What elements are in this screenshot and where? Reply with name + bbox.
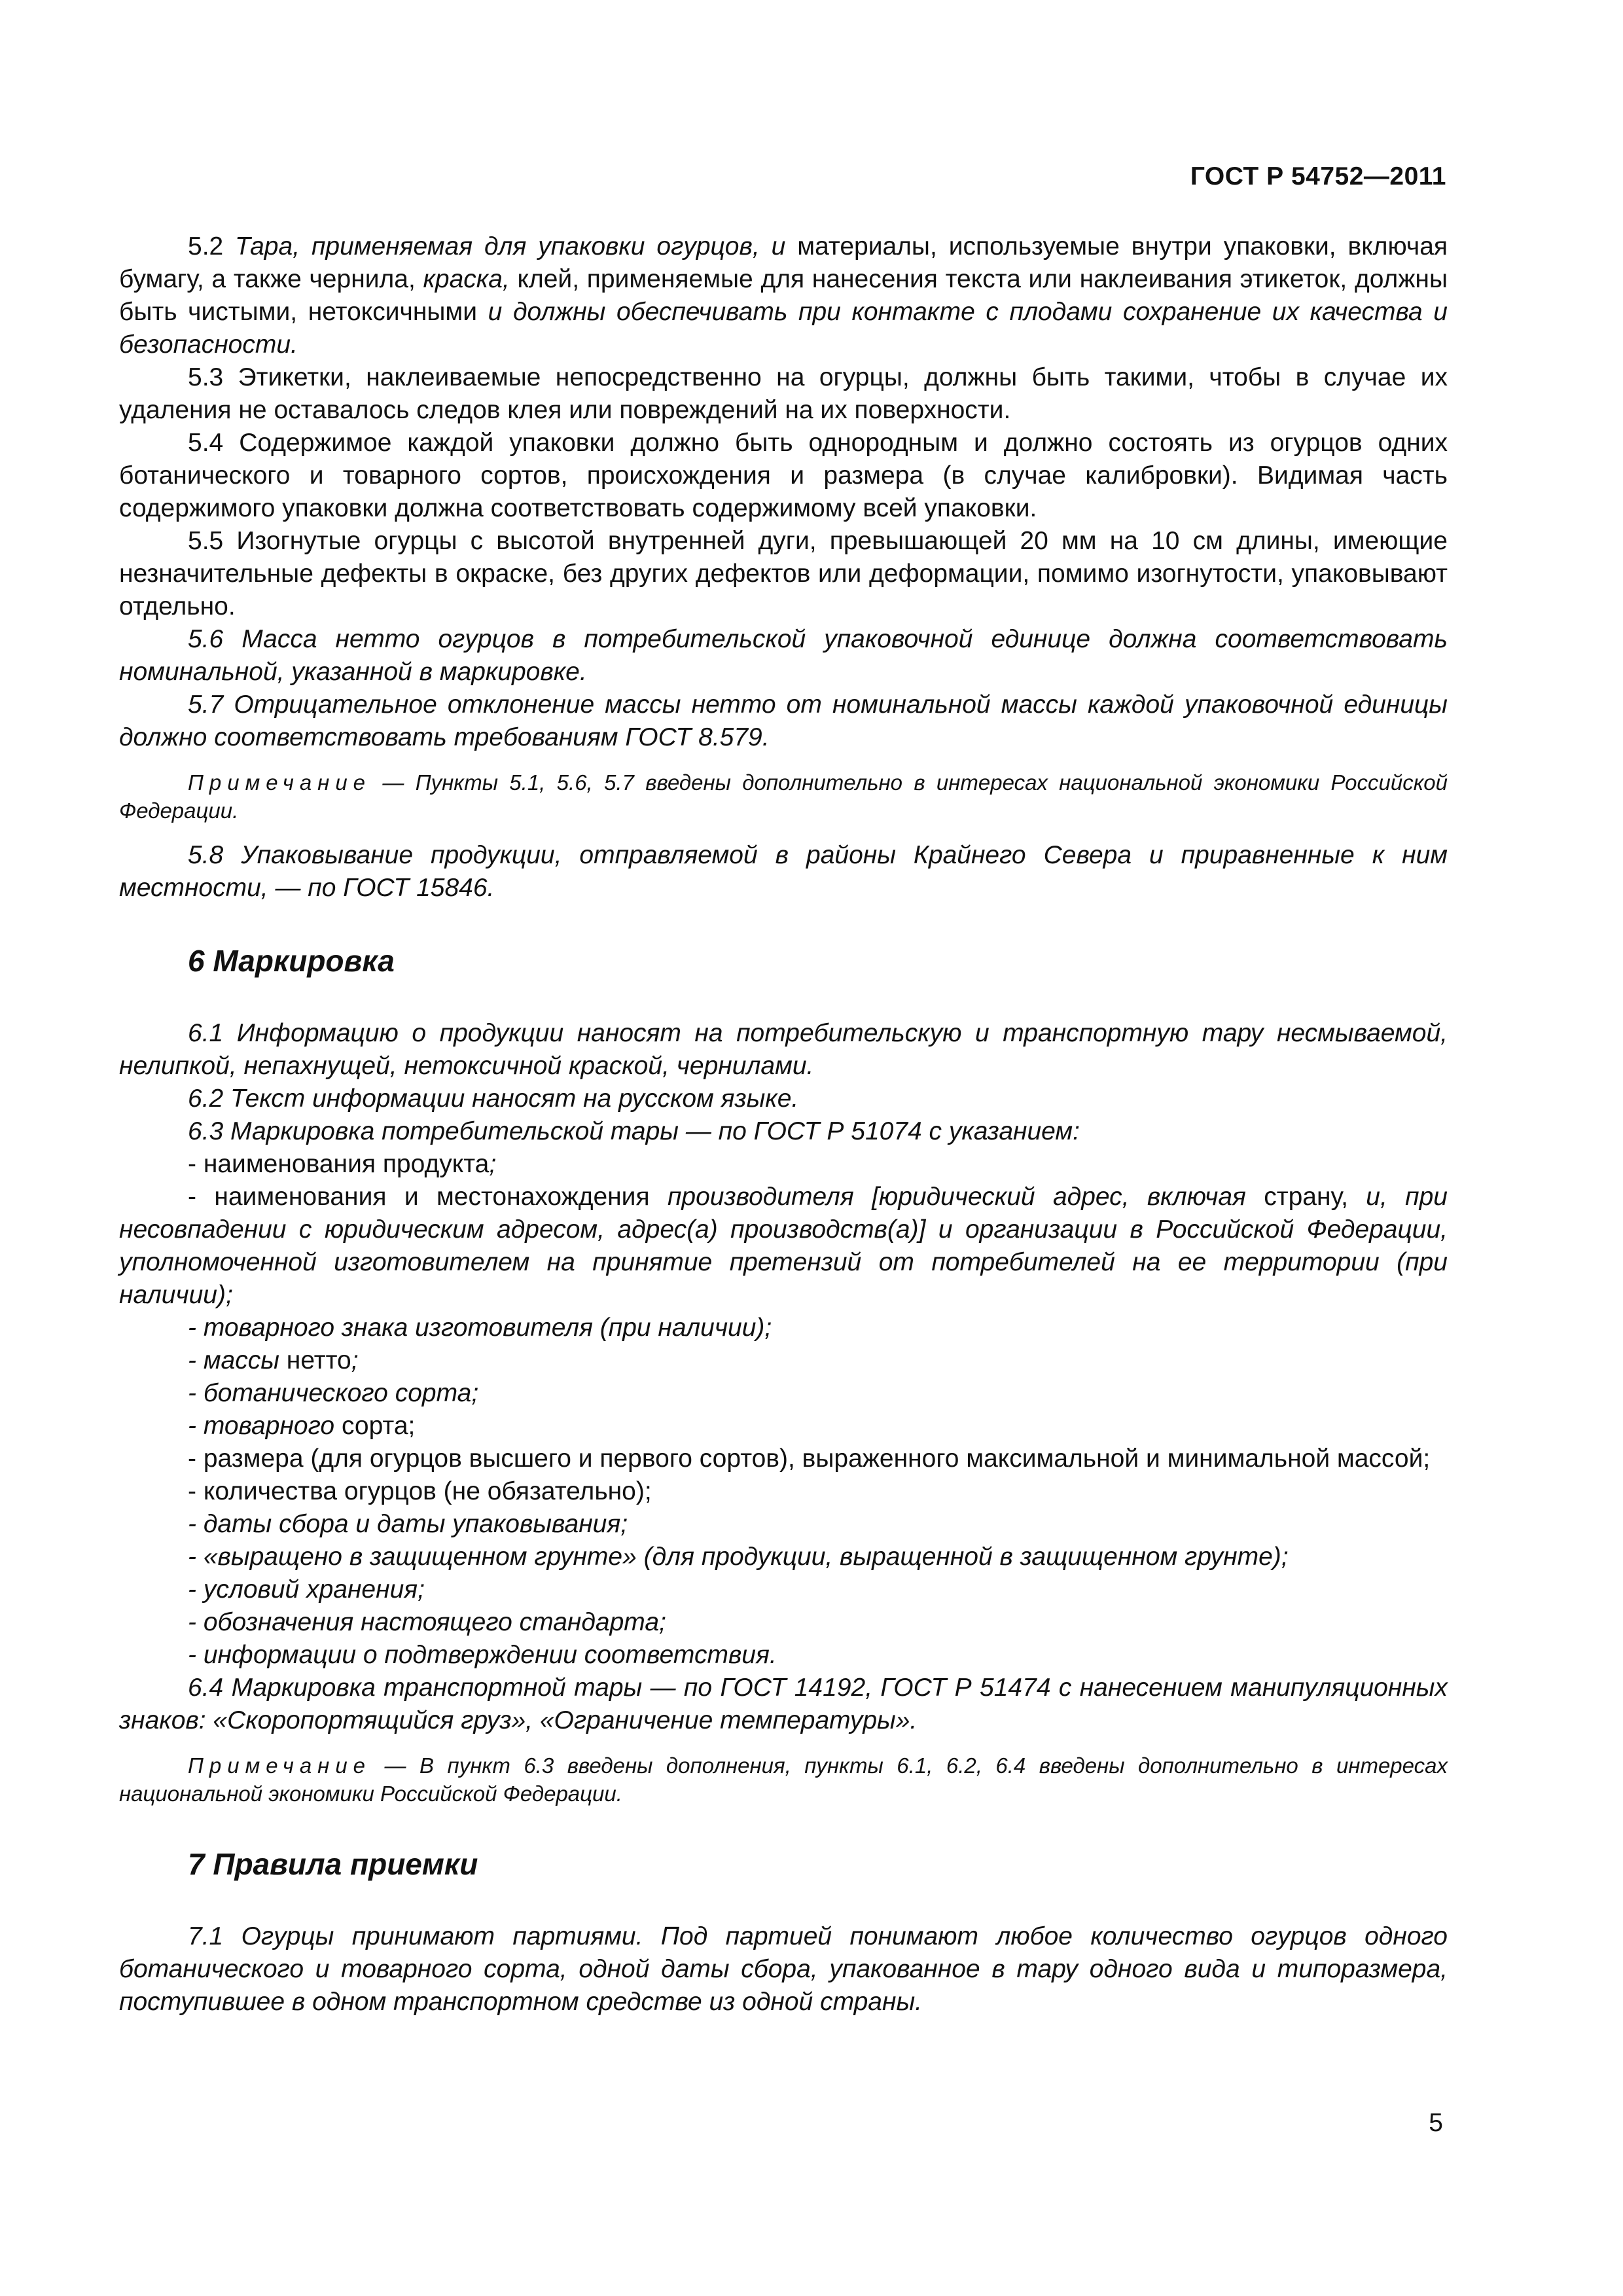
italic-text: 6.2 Текст информации наносят на русском языке. [188, 1085, 799, 1113]
italic-text: 7.1 Огурцы принимают партиями. Под партией понимают любое количество огурцов одного ботанического и товарного сорта, одной даты сбора, упакованное в тару одного вида и типоразмера, поступившее в одном транспортном средстве из одной страны. [119, 1922, 1448, 2016]
list-item: - размера (для огурцов высшего и первого сортов), выраженного максимальной и минимальной массой; [188, 1444, 1431, 1473]
clause-6-1 [119, 1017, 1448, 1083]
italic-text: ; [489, 1150, 497, 1178]
italic-text: краска, [423, 265, 510, 293]
italic-text: производителя [юридический адрес, включая [667, 1183, 1246, 1211]
italic-text: 5.8 Упаковывание продукции, отправляемой в районы Крайнего Севера и приравненные к ним местности, — по ГОСТ 15846. [119, 841, 1448, 902]
italic-text: 6.1 Информацию о продукции наносят на потребительскую и транспортную тару несмываемой, нелипкой, непахнущей, нетоксичной краской, чернилами. [119, 1019, 1448, 1080]
italic-text: ; [351, 1346, 359, 1374]
clause-6-3 [119, 1115, 1448, 1148]
clause-5-3: 5.3 Этикетки, наклеиваемые непосредственно на огурцы, должны быть такими, чтобы в случае их удаления не оставалось следов клея или повреждений на их поверхности. [119, 363, 1448, 424]
clause-5-5: 5.5 Изогнутые огурцы с высотой внутренней дуги, превышающей 20 мм на 10 см длины, имеющие незначительные дефекты в окраске, без других дефектов или деформации, помимо изогнутости, упаковывают отдельно. [119, 527, 1448, 620]
clause-7-1 [119, 1920, 1448, 2018]
note-text: — В пункт 6.3 введены дополнения, пункты 6.1, 6.2, 6.4 введены дополнительно в интересах национальной экономики Российской Федерации. [119, 1753, 1448, 1806]
italic-text: - массы [188, 1346, 279, 1374]
list-item [119, 1344, 1448, 1377]
italic-text: 6.4 Маркировка транспортной тары — по ГОСТ 14192, ГОСТ Р 51474 с нанесением манипуляционных знаков: «Скоропортящийся груз», «Ограничение температуры». [119, 1674, 1448, 1734]
plain-text: материалы, используемые внутри упаковки, включая бумагу, а также чернила, [119, 232, 1448, 293]
italic-text: - товарного знака изготовителя (при наличии); [188, 1314, 772, 1342]
list-item [119, 1639, 1448, 1672]
document-body [119, 230, 1448, 2018]
plain-text: - наименования продукта [188, 1150, 490, 1178]
clause-number: 5.2 [188, 232, 224, 260]
italic-text: Тара, применяемая для упаковки огурцов, и [235, 232, 786, 260]
plain-text: нетто [286, 1346, 351, 1374]
italic-text: - товарного [188, 1412, 335, 1440]
clause-5-2 [119, 230, 1448, 361]
note-2 [119, 1751, 1448, 1808]
italic-text: - условий хранения; [188, 1575, 425, 1604]
list-item [119, 1410, 1448, 1443]
plain-text: сорта; [341, 1412, 416, 1440]
italic-text: 5.7 Отрицательное отклонение массы нетто от номинальной массы каждой упаковочной единицы должно соответствовать требованиям ГОСТ 8.579. [119, 691, 1448, 751]
list-item [119, 1606, 1448, 1639]
list-item [119, 1148, 1448, 1181]
plain-text: клей, применяемые для нанесения текста или наклеивания этикеток, должны быть чистыми, нетоксичными [119, 265, 1448, 326]
list-item: - количества огурцов (не обязательно); [188, 1477, 652, 1505]
clause-6-4 [119, 1672, 1448, 1737]
list-item [119, 1541, 1448, 1573]
italic-text: 6.3 Маркировка потребительской тары — по ГОСТ Р 51074 с указанием: [188, 1117, 1080, 1145]
clause-5-4: 5.4 Содержимое каждой упаковки должно быть однородным и должно состоять из огурцов одних ботанического и товарного сортов, происхождения и размера (в случае калибровки). Видимая часть содержимого упаковки должна соответствовать содержимому всей упаковки. [119, 429, 1448, 522]
plain-text: страну, [1264, 1183, 1348, 1211]
list-item [119, 1181, 1448, 1312]
italic-text: и, при несовпадении с юридическим адресом, адрес(а) производств(а)] и организации в Российской Федерации, уполномоченной изготовителем на принятие претензий от потребителей на ее территории (при наличии); [119, 1183, 1448, 1309]
note-1 [119, 768, 1448, 825]
section-7-title: 7 Правила приемки [188, 1847, 478, 1881]
italic-text: и должны обеспечивать при контакте с плодами сохранение их качества и безопасности. [119, 298, 1448, 359]
note-label: Примечание [188, 770, 372, 795]
italic-text: - «выращено в защищенном грунте» (для продукции, выращенной в защищенном грунте); [188, 1543, 1289, 1571]
plain-text: - наименования и местонахождения [188, 1183, 650, 1211]
list-item [119, 1312, 1448, 1344]
list-item [119, 1508, 1448, 1541]
italic-text: - информации о подтверждении соответствия. [188, 1641, 777, 1669]
italic-text: - ботанического сорта; [188, 1379, 479, 1407]
italic-text: - обозначения настоящего стандарта; [188, 1608, 666, 1636]
list-item [119, 1377, 1448, 1410]
section-6-title: 6 Маркировка [188, 944, 395, 978]
clause-5-7 [119, 689, 1448, 754]
italic-text: 5.6 Масса нетто огурцов в потребительской упаковочной единице должна соответствовать номинальной, указанной в маркировке. [119, 625, 1448, 686]
clause-6-2 [119, 1083, 1448, 1115]
list-item [119, 1573, 1448, 1606]
note-text: — Пункты 5.1, 5.6, 5.7 введены дополнительно в интересах национальной экономики Российской Федерации. [119, 770, 1448, 823]
page-number: 5 [1429, 2109, 1443, 2137]
document-code: ГОСТ Р 54752—2011 [1190, 162, 1446, 190]
note-label: Примечание [188, 1753, 372, 1778]
clause-5-8 [119, 839, 1448, 905]
italic-text: - даты сбора и даты упаковывания; [188, 1510, 628, 1538]
clause-5-6 [119, 623, 1448, 689]
